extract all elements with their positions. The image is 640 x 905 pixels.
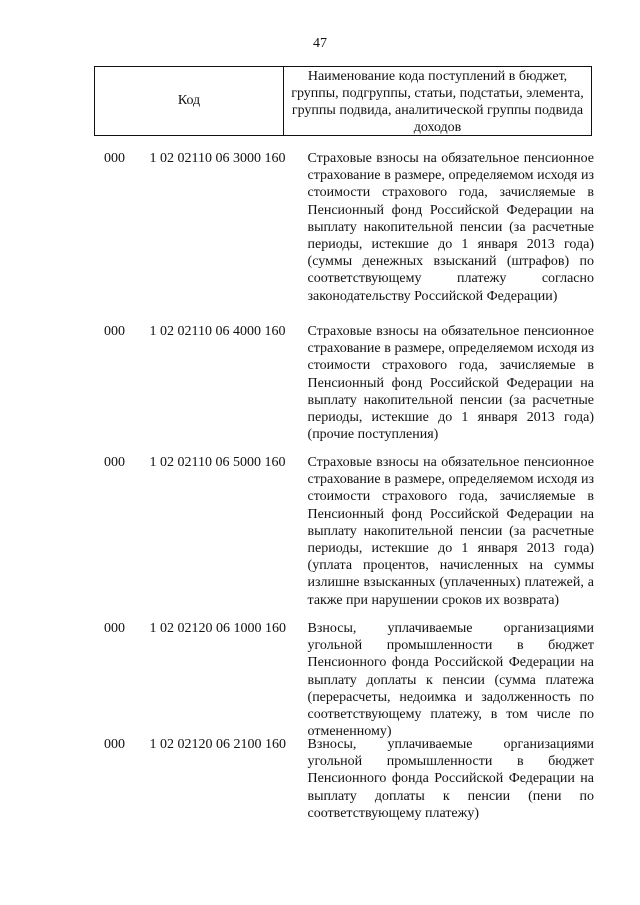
revenue-code-list [94,150,594,822]
revenue-code: 1 02 02120 06 1000 160 [149,621,286,636]
table-row [94,620,594,740]
header-name-cell: Наименование кода поступлений в бюджет, группы, подгруппы, статьи, подстатьи, элемента, группы подвида, аналитической группы подвида доходов [291,69,584,135]
table-row [94,454,594,620]
revenue-code: 1 02 02110 06 5000 160 [149,455,286,470]
table-row [94,150,594,323]
revenue-description: Взносы, уплачиваемые организациями угольной промышленности в бюджет Пенсионного фонда Российской Федерации на выплату доплаты к пенсии (сумма платежа (перерасчеты, недоимка и задолженность по соответствующему платежу, в том числе по отмененному) [307,621,594,740]
header-code-cell: Код [95,67,284,135]
revenue-description: Взносы, уплачиваемые организациями угольной промышленности в бюджет Пенсионного фонда Российской Федерации на выплату доплаты к пенсии (пени по соответствующему платежу) [307,737,594,821]
admin-code: 000 [104,621,125,636]
admin-code: 000 [104,324,125,339]
revenue-description: Страховые взносы на обязательное пенсионное страхование в размере, определяемом исходя из стоимости страхового года, зачисляемые в Пенсионный фонд Российской Федерации на выплату накопительной пенсии (за расчетные периоды, истекшие до 1 января 2013 года) (суммы денежных взысканий (штрафов) по соответствующему платежу согласно законодательству Российской Федерации) [307,151,594,304]
revenue-description: Страховые взносы на обязательное пенсионное страхование в размере, определяемом исходя из стоимости страхового года, зачисляемые в Пенсионный фонд Российской Федерации на выплату накопительной пенсии (за расчетные периоды, истекшие до 1 января 2013 года) (уплата процентов, начисленных на суммы излишне взысканных (уплаченных) платежей, а также при нарушении сроков их возврата) [307,455,594,608]
page-number: 47 [313,36,327,51]
table-header [94,66,592,136]
table-row [94,736,594,822]
revenue-code: 1 02 02110 06 4000 160 [149,324,286,339]
admin-code: 000 [104,737,125,752]
admin-code: 000 [104,455,125,470]
revenue-code: 1 02 02110 06 3000 160 [149,151,286,166]
revenue-description: Страховые взносы на обязательное пенсионное страхование в размере, определяемом исходя из стоимости страхового года, зачисляемые в Пенсионный фонд Российской Федерации на выплату накопительной пенсии (за расчетные периоды, истекшие до 1 января 2013 года) (прочие поступления) [307,324,594,443]
admin-code: 000 [104,151,125,166]
table-row [94,323,594,454]
revenue-code: 1 02 02120 06 2100 160 [149,737,286,752]
